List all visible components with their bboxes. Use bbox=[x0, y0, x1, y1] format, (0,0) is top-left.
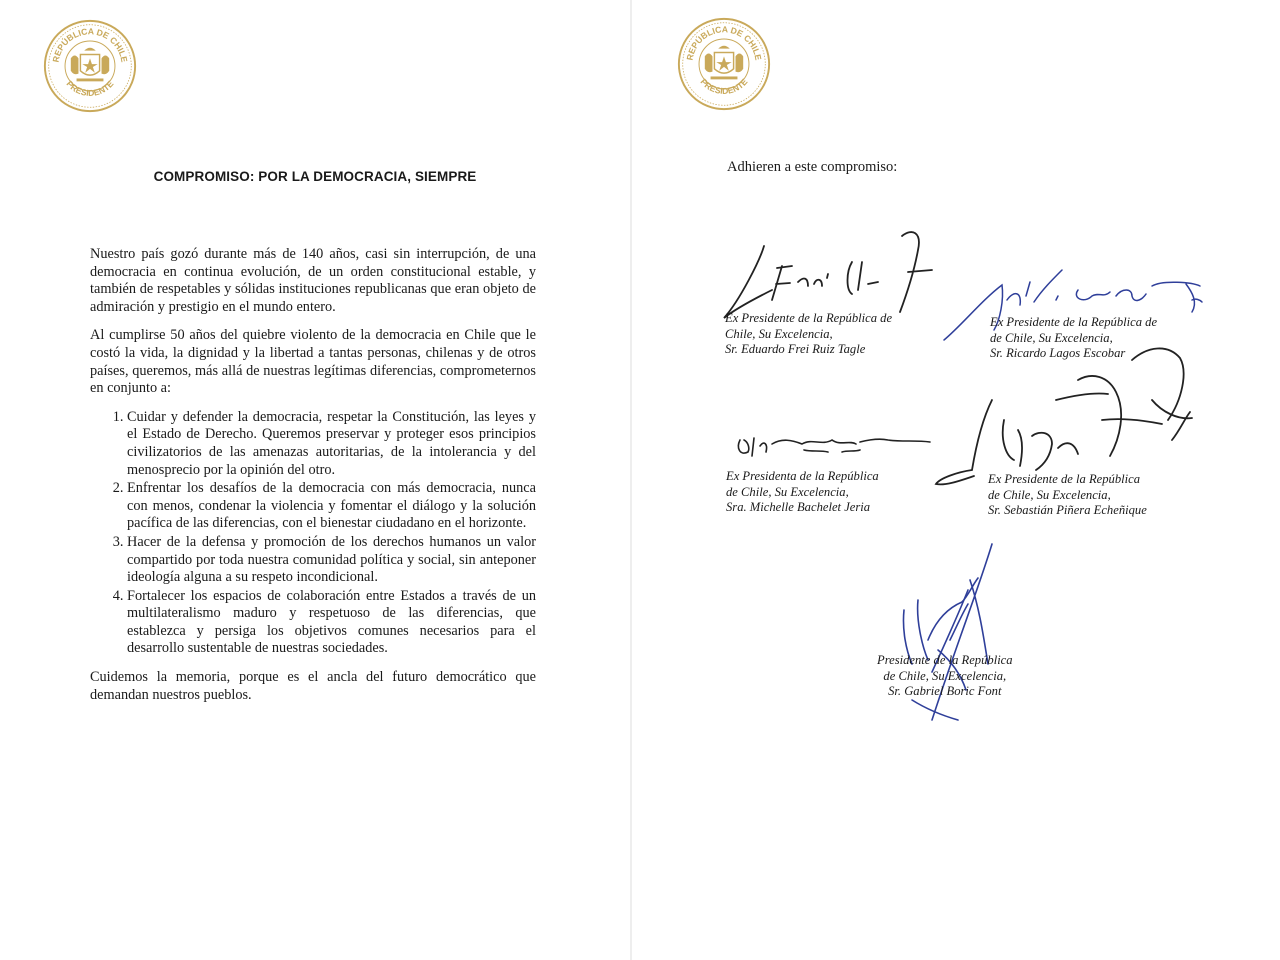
signatory-name: Sr. Sebastián Piñera Echeñique bbox=[988, 503, 1147, 518]
signature-bachelet bbox=[738, 438, 930, 456]
list-item: 4. Fortalecer los espacios de colaboración entre Estados a través de un multilateralismo maduro y respetuoso de las diferencias, que establezca y persiga los objetivos comunes necesarios para el desarrollo sustentable de nuestras sociedades. bbox=[127, 588, 536, 658]
signatory-subtitle: de Chile, Su Excelencia, bbox=[990, 330, 1113, 345]
signatory-title: Ex Presidenta de la República bbox=[726, 469, 879, 483]
list-item: 1. Cuidar y defender la democracia, respetar la Constitución, las leyes y el Estado de Derecho. Queremos preservar y proteger esos principios civilizatorios de las amenazas autoritarias, de la intolerancia y del menosprecio por la opinión del otro. bbox=[127, 409, 536, 479]
signatory-title: Ex Presidente de la República bbox=[988, 472, 1141, 486]
adherence-intro: Adhieren a este compromiso: bbox=[727, 159, 898, 175]
presidential-seal-icon bbox=[676, 16, 772, 112]
signatory-subtitle: de Chile, Su Excelencia, bbox=[726, 484, 849, 499]
signatory-title: Ex Presidente de la República de bbox=[990, 315, 1158, 329]
paragraph-closing: Cuidemos la memoria, porque es el ancla del futuro democrático que demandan nuestros pueblos. bbox=[90, 669, 536, 703]
signatory-subtitle: Chile, Su Excelencia, bbox=[725, 326, 833, 341]
signatory-name: Sra. Michelle Bachelet Jeria bbox=[726, 500, 871, 515]
signatory-title: Ex Presidente de la República de bbox=[725, 311, 893, 325]
signature-frei bbox=[724, 232, 932, 318]
signatory-name: Sr. Gabriel Boric Font bbox=[888, 684, 1002, 699]
signatory-name: Sr. Eduardo Frei Ruiz Tagle bbox=[725, 342, 866, 357]
list-item: 2. Enfrentar los desafíos de la democracia con más democracia, nunca con menos, condenar la violencia y fomentar el diálogo y la solución pacífica de las diferencias, con el bienestar ciudadano en el horizonte. bbox=[127, 480, 536, 533]
svg-text:REPÚBLICA DE CHILE: REPÚBLICA DE CHILE bbox=[50, 26, 130, 64]
signature-pinera bbox=[936, 348, 1192, 484]
svg-text:REPÚBLICA DE CHILE: REPÚBLICA DE CHILE bbox=[684, 24, 764, 62]
signatory-title: Presidente de la República bbox=[877, 653, 1013, 667]
svg-text:PRESIDENTE: PRESIDENTE bbox=[64, 78, 116, 99]
signatory-lagos bbox=[990, 315, 1157, 362]
commitment-list bbox=[90, 409, 536, 658]
document-page-right bbox=[632, 0, 1280, 960]
svg-text:PRESIDENTE: PRESIDENTE bbox=[698, 76, 750, 97]
signatory-boric bbox=[877, 653, 1013, 700]
signatory-subtitle: de Chile, Su Excelencia, bbox=[883, 668, 1007, 683]
signatory-frei bbox=[725, 311, 892, 358]
signatory-bachelet bbox=[726, 469, 879, 516]
paragraph-anniversary: Al cumplirse 50 años del quiebre violento de la democracia en Chile que le costó la vida, la dignidad y la libertad a tantas personas, chilenas y de otros países, queremos, más allá de nuestras legítimas diferencias, comprometernos en conjunto a: bbox=[90, 327, 536, 397]
document-body bbox=[90, 246, 536, 715]
paragraph-intro: Nuestro país gozó durante más de 140 años, casi sin interrupción, de una democracia en continua evolución, de un orden constitucional estable, y también de respetables y sólidas instituciones republicanas que eran objeto de admiración y prestigio en el mundo entero. bbox=[90, 246, 536, 315]
signatory-name: Sr. Ricardo Lagos Escobar bbox=[990, 346, 1126, 361]
coat-of-arms-icon bbox=[705, 46, 743, 80]
signatory-subtitle: de Chile, Su Excelencia, bbox=[988, 487, 1111, 502]
coat-of-arms-icon bbox=[71, 48, 109, 82]
document-page-left bbox=[0, 0, 630, 960]
list-item: 3. Hacer de la defensa y promoción de los derechos humanos un valor compartido por toda nuestra comunidad política y social, sin anteponer ideología alguna a su respeto incondicional. bbox=[127, 534, 536, 587]
presidential-seal-icon bbox=[42, 18, 138, 114]
signatory-pinera bbox=[988, 472, 1147, 519]
document-title: COMPROMISO: POR LA DEMOCRACIA, SIEMPRE bbox=[153, 169, 477, 184]
